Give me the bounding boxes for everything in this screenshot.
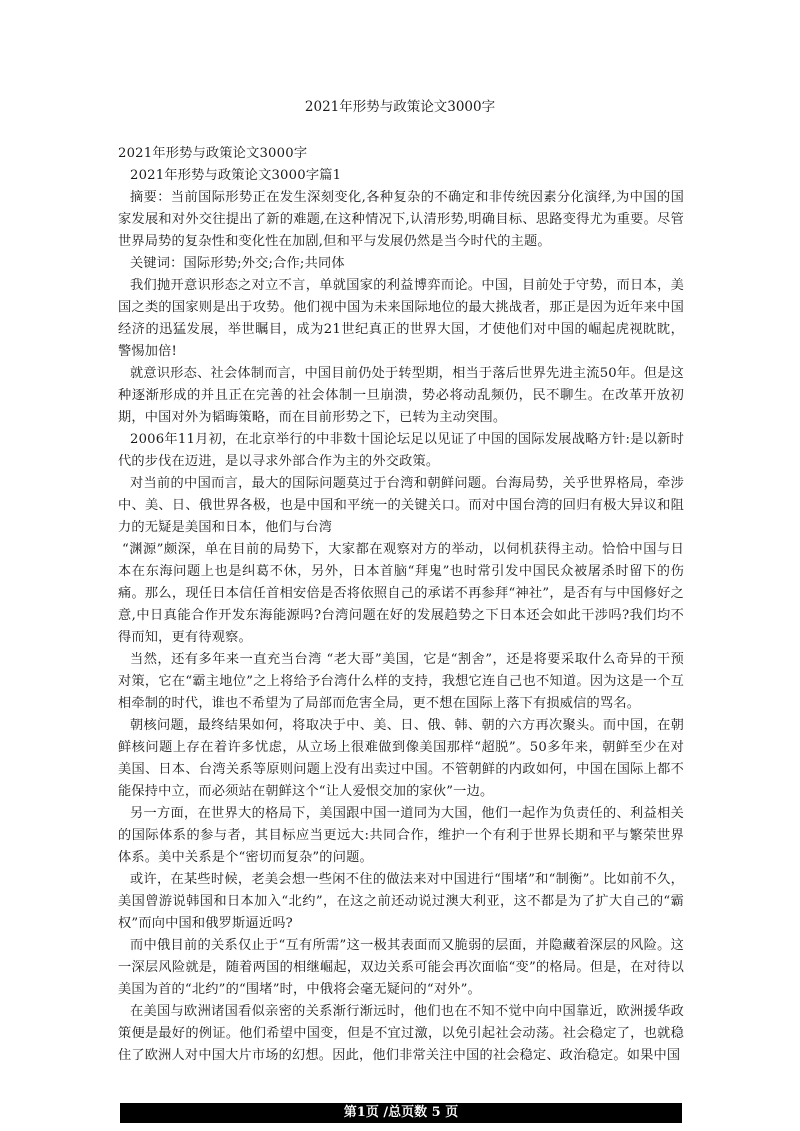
- body-paragraph: 对当前的中国而言，最大的国际问题莫过于台湾和朝鲜问题。台海局势，关乎世界格局，牵涉中、美、日、俄世界各极，也是中国和平统一的关键关口。而对中国台湾的回归有极大异议和阻力的无疑是美国和日本，他们与台湾: [118, 476, 684, 535]
- document-body: [118, 143, 684, 1067]
- article-subheading: 2021年形势与政策论文3000字篇1: [130, 168, 342, 183]
- body-paragraph: 就意识形态、社会体制而言，中国目前仍处于转型期，相当于落后世界先进主流50年。但是这种逐渐形成的并且正在完善的社会体制一旦崩溃，势必将动乱频仍，民不聊生。在改革开放初期，中国对外为韬晦策略，而在目前形势之下，已转为主动突围。: [118, 366, 684, 425]
- body-paragraph: “渊源”颇深，单在目前的局势下，大家都在观察对方的举动，以伺机获得主动。恰恰中国与日本在东海问题上也是纠葛不休，另外，日本首脑“拜鬼”也时常引发中国民众被屠杀时留下的伤痛。那么，现任日本信任首相安倍是否将依照自己的承诺不再参拜“神社”，是否有与中国修好之意,中日真能合作开发东海能源吗?台湾问题在好的发展趋势之下日本还会如此干涉吗?我们均不得而知，更有待观察。: [118, 542, 684, 645]
- body-paragraph: 2006年11月初，在北京举行的中非数十国论坛足以见证了中国的国际发展战略方针:是以新时代的步伐在迈进，是以寻求外部合作为主的外交政策。: [118, 432, 684, 469]
- keywords-paragraph: 关键词：国际形势;外交;合作;共同体: [130, 256, 345, 271]
- article-heading: 2021年形势与政策论文3000字: [118, 146, 308, 161]
- body-paragraph: 或许，在某些时候，老美会想一些闲不住的做法来对中国进行“围堵”和“制衡”。比如前不久，美国曾游说韩国和日本加入“北约”，在这之前还动说过澳大利亚，这不都是为了扩大自己的“霸权”而向中国和俄罗斯逼近吗?: [118, 872, 684, 931]
- abstract-paragraph: 摘要：当前国际形势正在发生深刻变化,各种复杂的不确定和非传统因素分化演绎,为中国的国家发展和对外交往提出了新的难题,在这种情况下,认清形势,明确目标、思路变得尤为重要。尽管世界局势的复杂性和变化性在加剧,但和平与发展仍然是当今时代的主题。: [118, 190, 684, 249]
- body-paragraph: 朝核问题，最终结果如何，将取决于中、美、日、俄、韩、朝的六方再次聚头。而中国，在朝鲜核问题上存在着许多忧虑，从立场上很难做到像美国那样“超脱”。50多年来，朝鲜至少在对美国、日本、台湾关系等原则问题上没有出卖过中国。不管朝鲜的内政如何，中国在国际上都不能保持中立，而必须站在朝鲜这个“让人爱恨交加的家伙”一边。: [118, 718, 684, 799]
- body-paragraph: 我们抛开意识形态之对立不言，单就国家的利益博弈而论。中国，目前处于守势，而日本，美国之类的国家则是出于攻势。他们视中国为未来国际地位的最大挑战者，那正是因为近年来中国经济的迅猛发展，举世瞩目，成为21世纪真正的世界大国，才使他们对中国的崛起虎视眈眈，警惕加倍!: [118, 278, 684, 359]
- body-paragraph: 另一方面，在世界大的格局下，美国跟中国一道同为大国，他们一起作为负责任的、利益相关的国际体系的参与者，其目标应当更远大:共同合作，维护一个有利于世界长期和平与繁荣世界体系。美中关系是个“密切而复杂”的问题。: [118, 806, 684, 865]
- body-paragraph: 当然，还有多年来一直充当台湾 “老大哥”美国，它是“割舍”，还是将要采取什么奇异的干预对策，它在“霸主地位”之上将给予台湾什么样的支持，我想它连自己也不知道。因为这是一个互相牵制的时代，谁也不希望为了局部而危害全局，更不想在国际上落下有损威信的骂名。: [118, 652, 684, 711]
- document-title: 2021年形势与政策论文3000字: [304, 99, 496, 115]
- page-footer: 第1页 /总页数 5 页: [120, 1103, 682, 1123]
- body-paragraph: 而中俄目前的关系仅止于“互有所需”这一极其表面而又脆弱的层面，并隐藏着深层的风险。这一深层风险就是，随着两国的相继崛起，双边关系可能会再次面临“变”的格局。但是，在对待以美国为首的“北约”的“围堵”时，中俄将会毫无疑问的“对外”。: [118, 938, 684, 997]
- body-paragraph: 在美国与欧洲诸国看似亲密的关系渐行渐远时，他们也在不知不觉中向中国靠近，欧洲援华政策便是最好的例证。他们希望中国变，但是不宜过激，以免引起社会动荡。社会稳定了，也就稳住了欧洲人对中国大片市场的幻想。因此，他们非常关注中国的社会稳定、政治稳定。如果中国: [118, 1004, 684, 1063]
